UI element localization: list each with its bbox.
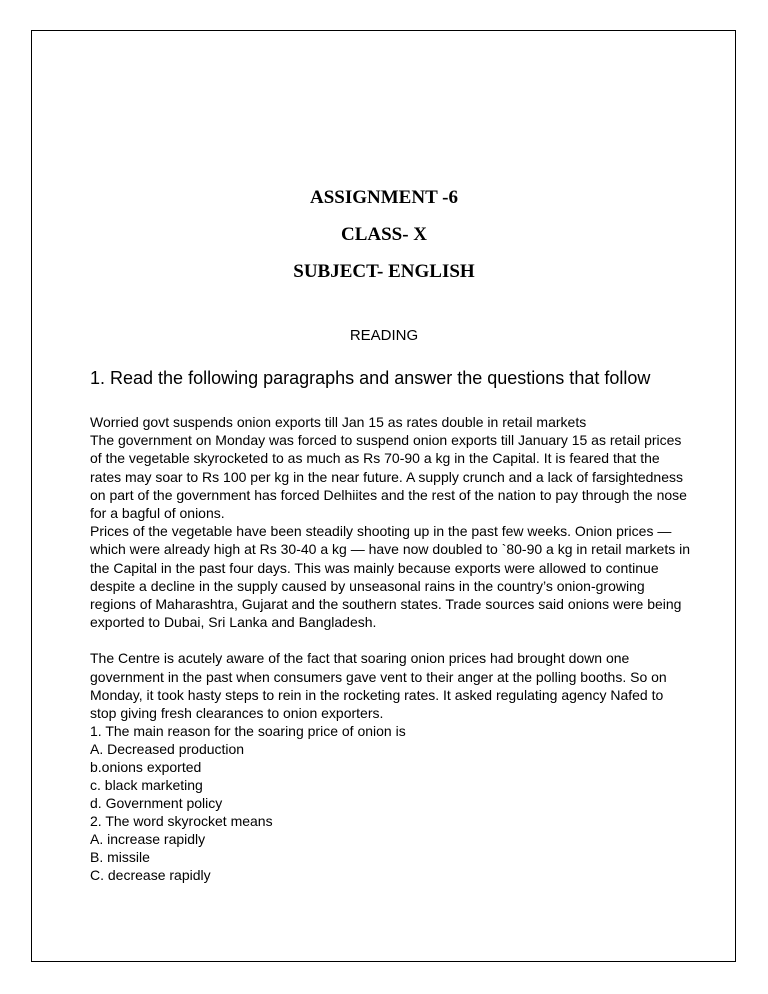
question-2: 2. The word skyrocket means [90, 813, 273, 830]
question-1: 1. The main reason for the soaring price of onion is [90, 723, 406, 740]
subject-label: SUBJECT- ENGLISH [293, 261, 475, 282]
question-1-option-d: d. Government policy [90, 795, 223, 812]
class-label: CLASS- X [340, 224, 428, 245]
instruction-heading: 1. Read the following paragraphs and answer the questions that follow [90, 368, 651, 388]
question-1-option-c: c. black marketing [90, 777, 203, 794]
question-2-option-b: B. missile [90, 849, 150, 866]
document-header [0, 186, 768, 297]
reading-passage [90, 413, 690, 884]
assignment-title: ASSIGNMENT -6 [310, 187, 458, 208]
passage-paragraph-3: The Centre is acutely aware of the fact that soaring onion prices had brought down one government in the past when consumers gave vent to their anger at the polling booths. So on Monday, it took hasty steps to rein in the rocketing rates. It asked regulating agency Nafed to stop giving fresh clearances to onion exporters. [90, 650, 667, 722]
paragraph-spacer [90, 631, 690, 649]
question-2-option-a: A. increase rapidly [90, 831, 206, 848]
question-list [90, 722, 690, 884]
passage-headline: Worried govt suspends onion exports till Jan 15 as rates double in retail markets [90, 414, 587, 430]
passage-paragraph-2: Prices of the vegetable have been steadily shooting up in the past few weeks. Onion prices — which were already high at Rs 30-40 a kg — have now doubled to `80-90 a kg in retail markets in the Capital in the past four days. This was mainly because exports were allowed to continue despite a decline in the supply caused by unseasonal rains in the country’s onion-growing regions of Maharashtra, Gujarat and the southern states. Trade sources said onions were being exported to Dubai, Sri Lanka and Bangladesh. [90, 523, 690, 631]
section-label: READING [349, 327, 419, 344]
question-1-option-b: b.onions exported [90, 759, 202, 776]
question-2-option-c: C. decrease rapidly [90, 867, 211, 884]
question-1-option-a: A. Decreased production [90, 741, 245, 758]
passage-paragraph-1: The government on Monday was forced to suspend onion exports till January 15 as retail prices of the vegetable skyrocketed to as much as Rs 70-90 a kg in the Capital. It is feared that the rates may soar to Rs 100 per kg in the near future. A supply crunch and a lack of farsightedness on part of the government has forced Delhiites and the rest of the nation to pay through the nose for a bagful of onions. [90, 432, 687, 522]
